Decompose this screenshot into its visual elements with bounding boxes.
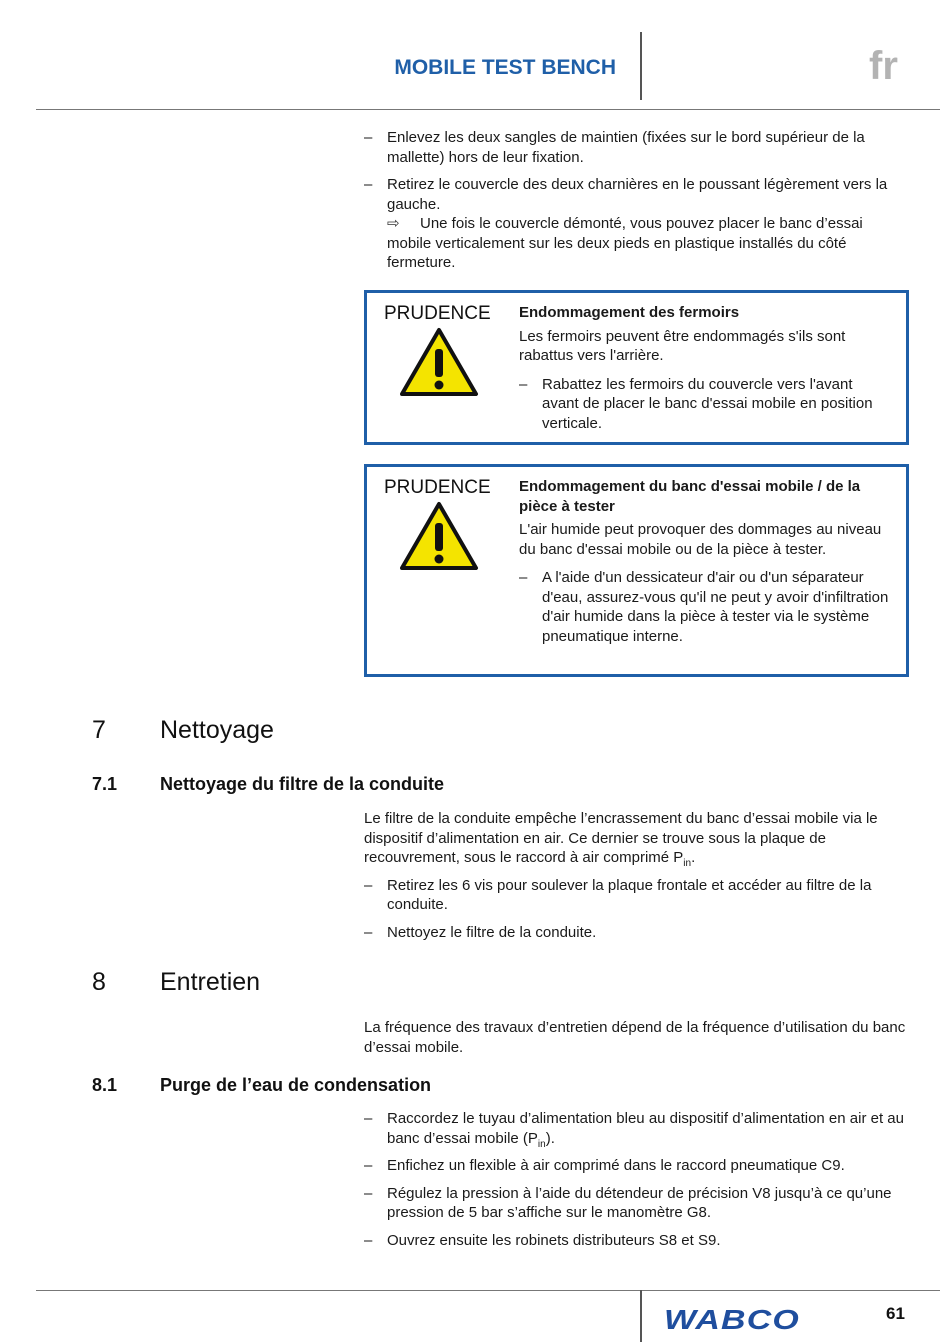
subsection-title: Purge de l’eau de condensation [160, 1075, 432, 1095]
section-8-1-body [364, 1109, 908, 1258]
paragraph-text: Le filtre de la conduite empêche l’encrassement du banc d’essai mobile via le dispositif d’alimentation en air. Ce dernier se trouve sous la plaque de recouvrement, sous le raccord à air comprimé P [364, 810, 878, 866]
logo-text: WABCO [664, 1304, 800, 1334]
step-text: Enfichez un flexible à air comprimé dans le raccord pneumatique C9. [387, 1157, 845, 1174]
dash-bullet: – [519, 569, 528, 586]
caution-text: Les fermoirs peuvent être endommagés s'ils sont rabattus vers l'arrière. [519, 327, 846, 364]
dash-bullet: – [364, 1157, 373, 1174]
section-title: Entretien [160, 968, 261, 996]
step-text-end: ). [545, 1129, 555, 1147]
dash-bullet: – [364, 176, 373, 193]
dash-bullet: – [364, 876, 373, 894]
dash-bullet: – [364, 129, 373, 146]
list-item [364, 1156, 908, 1176]
step-text-main: Raccordez le tuyau d’alimentation bleu au dispositif d’alimentation en air et au banc d’essai mobile (P [387, 1110, 904, 1147]
step-text: Ouvrez ensuite les robinets distributeurs S8 et S9. [387, 1231, 721, 1249]
dash-bullet: – [364, 923, 373, 941]
list-item [364, 1231, 908, 1251]
caution-label: PRUDENCE [384, 477, 491, 498]
section-title: Nettoyage [160, 716, 274, 744]
subsection-number: 7.1 [92, 774, 118, 794]
section-number: 7 [92, 716, 106, 744]
list-item [364, 876, 908, 915]
result-arrow-icon: ⇨ [387, 215, 400, 232]
step-result [387, 214, 908, 273]
page-number: 61 [886, 1304, 905, 1323]
header-rule [36, 109, 940, 110]
warning-triangle-icon [399, 501, 479, 571]
intro-steps [364, 128, 908, 273]
step-text: Rabattez les fermoirs du couvercle vers l'avant avant de placer le banc d'essai mobile en position verticale. [542, 375, 873, 432]
subsection-title: Nettoyage du filtre de la conduite [160, 774, 445, 794]
list-item [364, 175, 908, 214]
warning-triangle-icon [399, 327, 479, 397]
caution-label: PRUDENCE [384, 303, 491, 324]
subsection-number: 8.1 [92, 1075, 118, 1095]
caution-text: L'air humide peut provoquer des dommages au niveau du banc d'essai mobile ou de la pièce à tester. [519, 521, 882, 558]
result-text: Une fois le couvercle démonté, vous pouvez placer le banc d’essai mobile verticalement sur les deux pieds en plastique installés du côté fermeture. [387, 215, 863, 271]
dash-bullet: – [364, 1231, 373, 1249]
section-number: 8 [92, 968, 106, 996]
step-text [387, 1109, 908, 1148]
step-text: Nettoyez le filtre de la conduite. [387, 923, 597, 941]
list-item [364, 923, 908, 943]
paragraph-text: La fréquence des travaux d’entretien dépend de la fréquence d’utilisation du banc d’essai mobile. [364, 1019, 906, 1056]
caution-title: Endommagement du banc d'essai mobile / de la pièce à tester [519, 478, 861, 515]
paragraph-end: . [691, 849, 696, 866]
document-title: MOBILE TEST BENCH [394, 56, 616, 79]
list-item [519, 568, 890, 646]
header-divider [640, 32, 642, 100]
section-7-1-body [364, 809, 908, 950]
paragraph [364, 809, 908, 868]
caution-content [519, 477, 890, 654]
list-item [364, 1109, 908, 1148]
language-code: fr [869, 44, 898, 88]
step-text: Retirez les 6 vis pour soulever la plaque frontale et accéder au filtre de la conduite. [387, 876, 872, 913]
caution-content [519, 303, 890, 441]
wabco-logo [662, 1304, 802, 1334]
step-text: A l'aide d'un dessicateur d'air ou d'un séparateur d'eau, assurez-vous qu'il ne peut y avoir d'infiltration d'air humide dans la pièce à tester via le système pneumatique interne. [542, 569, 889, 645]
subscript: in [537, 1138, 546, 1150]
section-8-intro [364, 1018, 908, 1057]
subscript: in [683, 858, 692, 869]
step-text: Retirez le couvercle des deux charnières en le poussant légèrement vers la gauche. [387, 176, 888, 213]
footer-rule [36, 1290, 940, 1291]
list-item [364, 1184, 908, 1223]
step-text: Régulez la pression à l’aide du détendeur de précision V8 jusqu’à ce qu’une pression de 5 bar s’affiche sur le manomètre G8. [387, 1184, 892, 1221]
caution-box-humidity [364, 464, 909, 677]
dash-bullet: – [364, 1184, 373, 1202]
list-item [519, 375, 890, 434]
dash-bullet: – [364, 1110, 373, 1127]
caution-title: Endommagement des fermoirs [519, 304, 740, 321]
footer-divider [640, 1290, 642, 1342]
dash-bullet: – [519, 375, 528, 393]
caution-box-fasteners [364, 290, 909, 445]
step-text: Enlevez les deux sangles de maintien (fixées sur le bord supérieur de la mallette) hors de leur fixation. [387, 129, 865, 166]
list-item [364, 128, 908, 167]
